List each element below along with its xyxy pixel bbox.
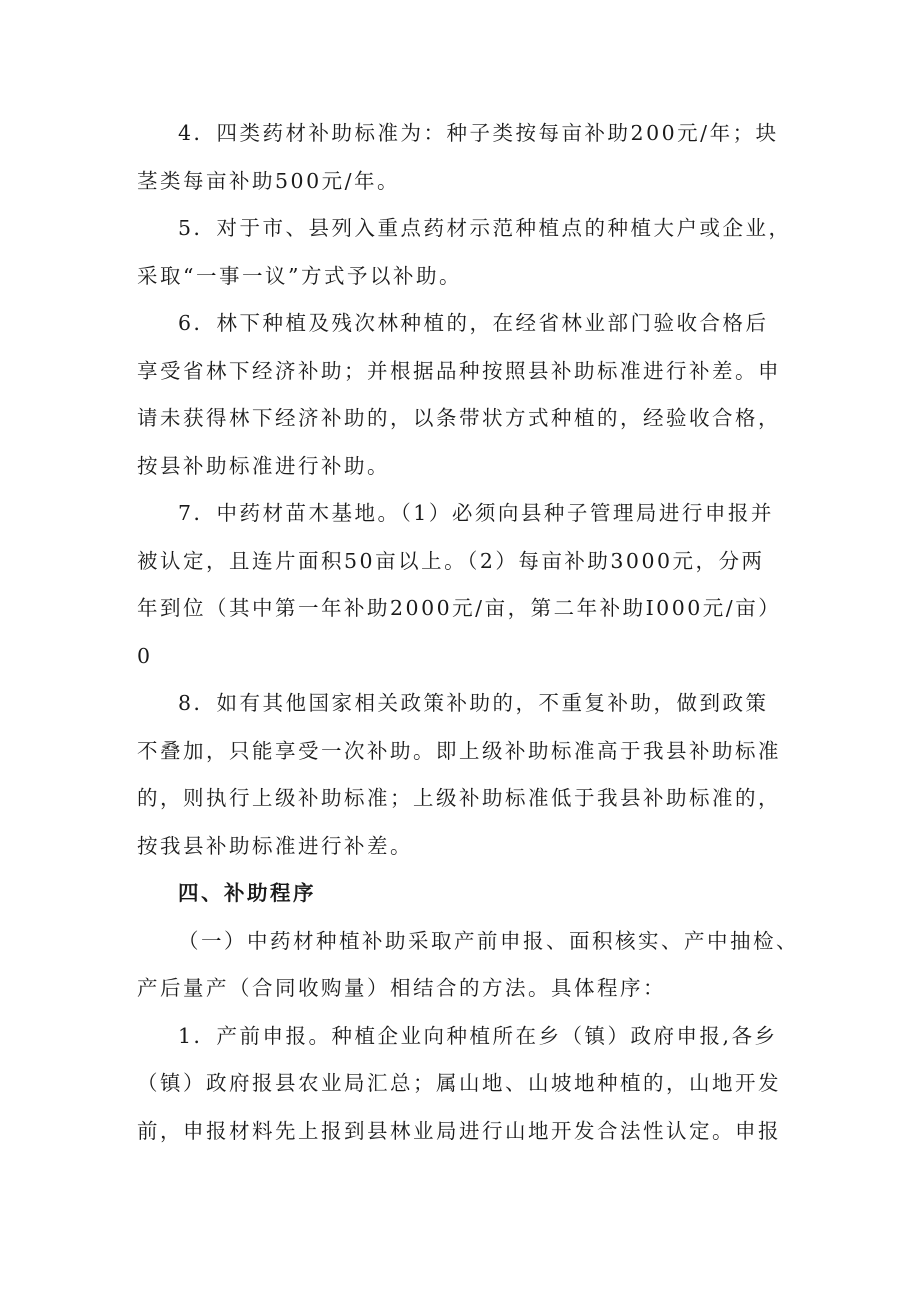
text-line: 7．中药材苗木基地。（1）必须向县种子管理局进行申报并 — [178, 501, 774, 525]
text-line: 不叠加，只能享受一次补助。即上级补助标准高于我县补助标准 — [137, 738, 781, 763]
paragraph-step-1 — [137, 1013, 792, 1156]
paragraph-item-7 — [137, 490, 792, 680]
paragraph-sub-1 — [137, 918, 799, 1013]
paragraph-item-8 — [137, 680, 792, 870]
text-line: 产后量产（合同收购量）相结合的方法。具体程序： — [137, 976, 666, 1000]
text-line: 年到位（其中第一年补助2000元/亩，第二年补助I000元/亩） — [137, 596, 782, 620]
section-heading: 四、补助程序 — [178, 881, 316, 905]
text-line: 4．四类药材补助标准为：种子类按每亩补助200元/年；块 — [178, 121, 779, 145]
text-line: 茎类每亩补助500元/年。 — [137, 168, 401, 193]
text-line: 6．林下种植及残次林种植的，在经省林业部门验收合格后 — [178, 311, 769, 335]
text-line: 请未获得林下经济补助的，以条带状方式种植的，经验收合格， — [137, 406, 781, 430]
paragraph-item-6 — [137, 300, 792, 490]
text-line: （一）中药材种植补助采取产前申报、面积核实、产中抽检、 — [178, 928, 799, 953]
text-line: （镇）政府报县农业局汇总；属山地、山坡地种植的，山地开发 — [137, 1071, 781, 1095]
text-line: 5．对于市、县列入重点药材示范种植点的种植大户或企业， — [178, 216, 792, 240]
paragraph-item-4 — [137, 110, 792, 205]
text-line: 1．产前申报。种植企业向种植所在乡（镇）政府申报,各乡 — [178, 1023, 778, 1048]
text-line: 享受省林下经济补助；并根据品种按照县补助标准进行补差。申 — [137, 358, 781, 383]
text-line: 采取“一事一议”方式予以补助。 — [137, 263, 462, 288]
text-line: 8．如有其他国家相关政策补助的，不重复补助，做到政策 — [178, 691, 769, 715]
text-line: 前，申报材料先上报到县林业局进行山地开发合法性认定。申报 — [137, 1118, 781, 1143]
text-line: 的，则执行上级补助标准；上级补助标准低于我县补助标准的， — [137, 786, 781, 810]
paragraph-item-5 — [137, 205, 792, 300]
document-page — [137, 110, 799, 1155]
text-line: 被认定，且连片面积50亩以上。（2）每亩补助3000元，分两 — [137, 548, 765, 573]
text-line: 按我县补助标准进行补差。 — [137, 833, 413, 858]
text-line: 0 — [137, 643, 153, 668]
text-line: 按县补助标准进行补助。 — [137, 453, 390, 478]
